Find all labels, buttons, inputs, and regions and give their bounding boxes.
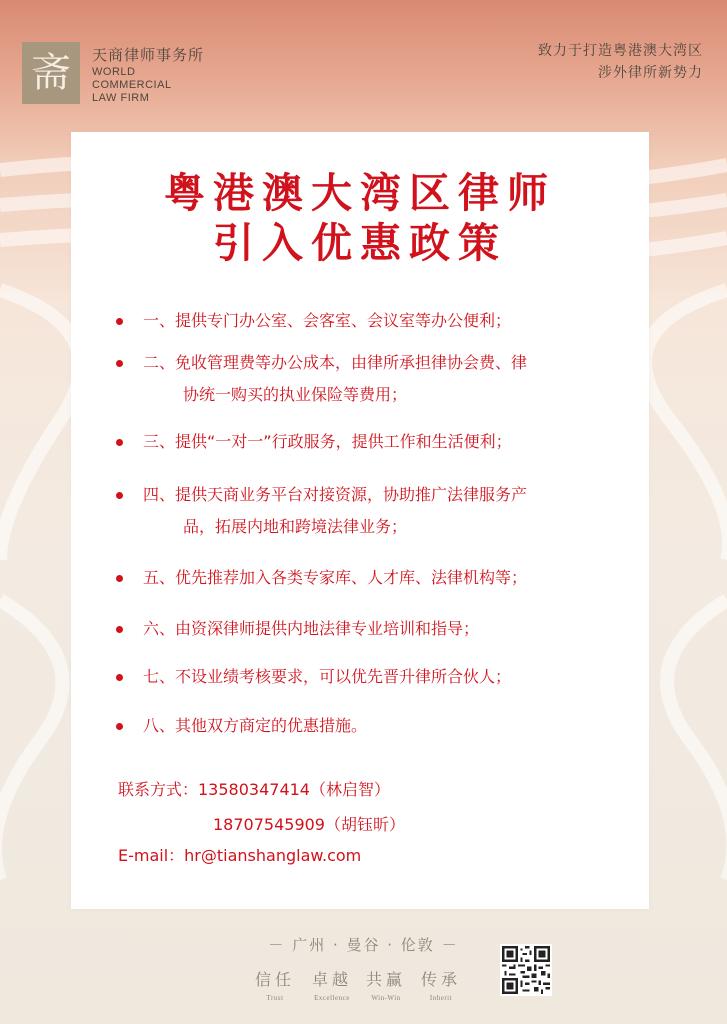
value-en: Inherit	[429, 994, 453, 1002]
qr-code-graphic	[502, 946, 550, 994]
value-excellence	[306, 967, 358, 1002]
slogan-line: 涉外律所新势力	[598, 65, 703, 81]
office-cities: － 广州 · 曼谷 · 伦敦 －	[268, 936, 459, 954]
firm-name-cn: 天商律师事务所	[92, 46, 205, 64]
value-cn: 卓越	[311, 970, 352, 989]
value-en: Trust	[266, 994, 284, 1002]
bullet-icon	[116, 674, 123, 681]
value-win-win	[364, 967, 408, 1002]
value-en: Excellence	[314, 994, 350, 1002]
value-cn: 共赢	[365, 970, 406, 989]
firm-name-en-line: WORLD	[92, 66, 136, 78]
value-inherit	[418, 967, 464, 1002]
firm-name-en-line: COMMERCIAL	[92, 79, 172, 91]
policy-item-text-continued: 品，拓展内地和跨境法律业务；	[183, 517, 408, 536]
policy-item-text: 八、其他双方商定的优惠措施。	[143, 716, 368, 735]
firm-name-en-line: LAW FIRM	[92, 92, 150, 104]
value-trust	[254, 967, 296, 1002]
value-cn: 传承	[420, 970, 461, 989]
policy-item-text: 二、免收管理费等办公成本，由律所承担律协会费、律	[143, 353, 528, 372]
policy-card	[71, 132, 649, 909]
policy-item-text: 五、优先推荐加入各类专家库、人才库、法律机构等；	[143, 568, 528, 587]
bullet-icon	[116, 575, 123, 582]
contact-email[interactable]: E-mail：hr@tianshanglaw.com	[118, 846, 362, 865]
value-cn: 信任	[254, 970, 295, 989]
slogan-line: 致力于打造粤港澳大湾区	[538, 43, 703, 59]
value-en: Win-Win	[371, 994, 401, 1002]
bullet-icon	[116, 626, 123, 633]
bullet-icon	[116, 723, 123, 730]
policy-item-text: 一、提供专门办公室、会客室、会议室等办公便利；	[143, 311, 512, 330]
contact-phone-2: 18707545909（胡钰昕）	[213, 815, 405, 834]
header-slogan	[538, 40, 703, 84]
title-line: 引入优惠政策	[213, 219, 507, 267]
policy-item-text: 六、由资深律师提供内地法律专业培训和指导；	[143, 619, 480, 638]
policy-item-text-continued: 协统一购买的执业保险等费用；	[183, 385, 408, 404]
qr-code-icon[interactable]	[500, 944, 552, 996]
poster-title	[71, 168, 649, 268]
logo-glyph: 斋	[31, 50, 71, 96]
policy-item-text: 四、提供天商业务平台对接资源，协助推广法律服务产	[143, 485, 528, 504]
firm-logo	[22, 42, 80, 104]
policy-item-text: 七、不设业绩考核要求，可以优先晋升律所合伙人；	[143, 667, 512, 686]
policy-item-text: 三、提供“一对一”行政服务，提供工作和生活便利；	[143, 432, 512, 451]
contact-phone-1: 联系方式：13580347414（林启智）	[118, 780, 390, 799]
bullet-icon	[116, 492, 123, 499]
title-line: 粤港澳大湾区律师	[164, 169, 556, 217]
bullet-icon	[116, 318, 123, 325]
firm-name-en	[92, 66, 212, 105]
bullet-icon	[116, 439, 123, 446]
bullet-icon	[116, 360, 123, 367]
